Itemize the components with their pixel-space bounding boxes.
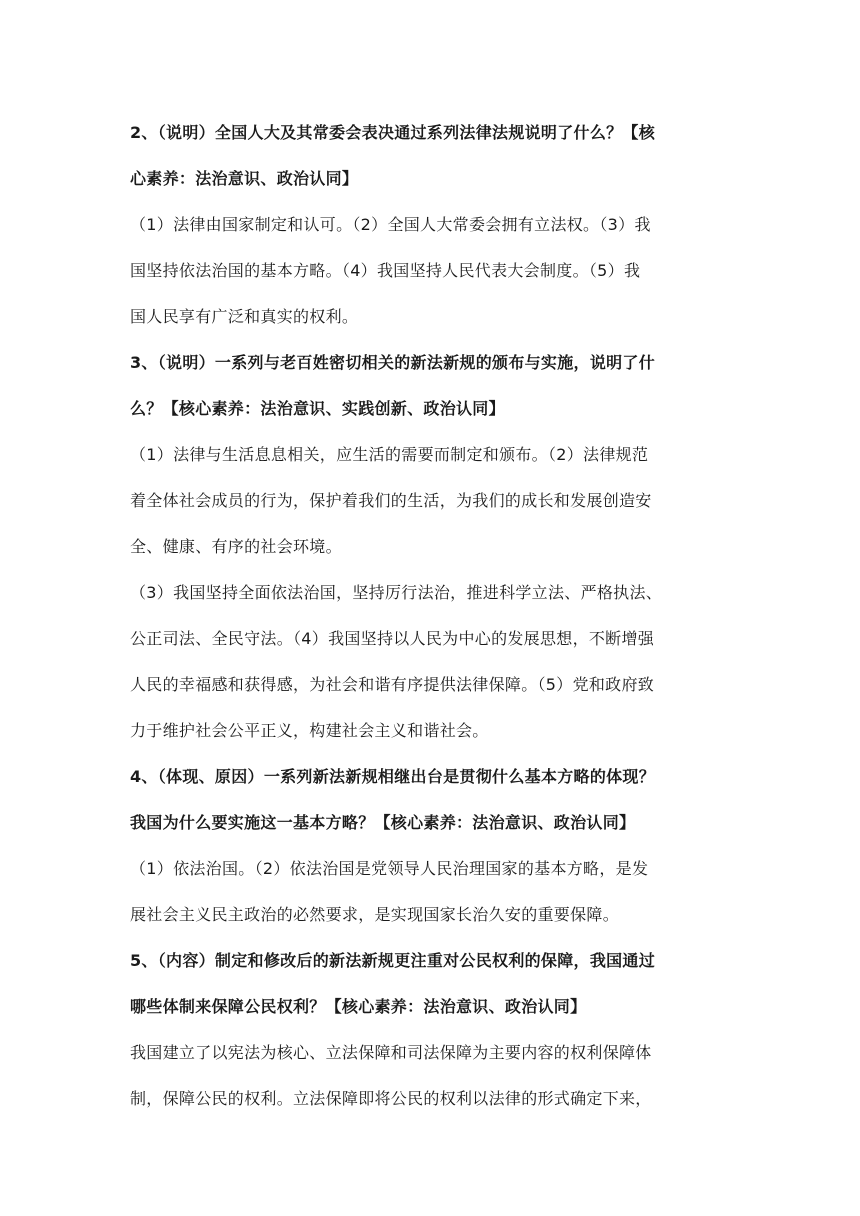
question-line: 4、（体现、原因）一系列新法新规相继出台是贯彻什么基本方略的体现？ xyxy=(130,767,656,786)
section-question-4 xyxy=(130,754,735,938)
question-line: 么？【核心素养：法治意识、实践创新、政治认同】 xyxy=(130,399,505,418)
answer-line: （3）我国坚持全面依法治国，坚持厉行法治，推进科学立法、严格执法、 xyxy=(130,583,663,602)
section-question-2 xyxy=(130,110,735,340)
answer-line: 公正司法、全民守法。（4）我国坚持以人民为中心的发展思想，不断增强 xyxy=(130,629,655,648)
section-question-3 xyxy=(130,340,735,754)
answer-line: 人民的幸福感和获得感，为社会和谐有序提供法律保障。（5）党和政府致 xyxy=(130,675,655,694)
answer-line: （1）法律由国家制定和认可。（2）全国人大常委会拥有立法权。（3）我 xyxy=(130,215,651,234)
answer-line: 制，保障公民的权利。立法保障即将公民的权利以法律的形式确定下来， xyxy=(130,1089,652,1108)
answer-line: （1）法律与生活息息相关，应生活的需要而制定和颁布。（2）法律规范 xyxy=(130,445,649,464)
question-line: 2、（说明）全国人大及其常委会表决通过系列法律法规说明了什么？【核 xyxy=(130,123,656,142)
question-line: 3、（说明）一系列与老百姓密切相关的新法新规的颁布与实施，说明了什 xyxy=(130,353,656,372)
answer-line: 我国建立了以宪法为核心、立法保障和司法保障为主要内容的权利保障体 xyxy=(130,1043,652,1062)
section-question-5 xyxy=(130,938,735,1122)
answer-line: 力于维护社会公平正义，构建社会主义和谐社会。 xyxy=(130,721,489,740)
question-line: 哪些体制来保障公民权利？【核心素养：法治意识、政治认同】 xyxy=(130,997,587,1016)
document-page xyxy=(130,110,735,1122)
question-line: 心素养：法治意识、政治认同】 xyxy=(130,169,359,188)
answer-line: 全、健康、有序的社会环境。 xyxy=(130,537,342,556)
answer-line: 国人民享有广泛和真实的权利。 xyxy=(130,307,359,326)
answer-line: 国坚持依法治国的基本方略。（4）我国坚持人民代表大会制度。（5）我 xyxy=(130,261,641,280)
answer-line: 着全体社会成员的行为，保护着我们的生活，为我们的成长和发展创造安 xyxy=(130,491,652,510)
answer-line: 展社会主义民主政治的必然要求，是实现国家长治久安的重要保障。 xyxy=(130,905,620,924)
answer-line: （1）依法治国。（2）依法治国是党领导人民治理国家的基本方略，是发 xyxy=(130,859,649,878)
question-line: 我国为什么要实施这一基本方略？【核心素养：法治意识、政治认同】 xyxy=(130,813,636,832)
question-line: 5、（内容）制定和修改后的新法新规更注重对公民权利的保障，我国通过 xyxy=(130,951,656,970)
